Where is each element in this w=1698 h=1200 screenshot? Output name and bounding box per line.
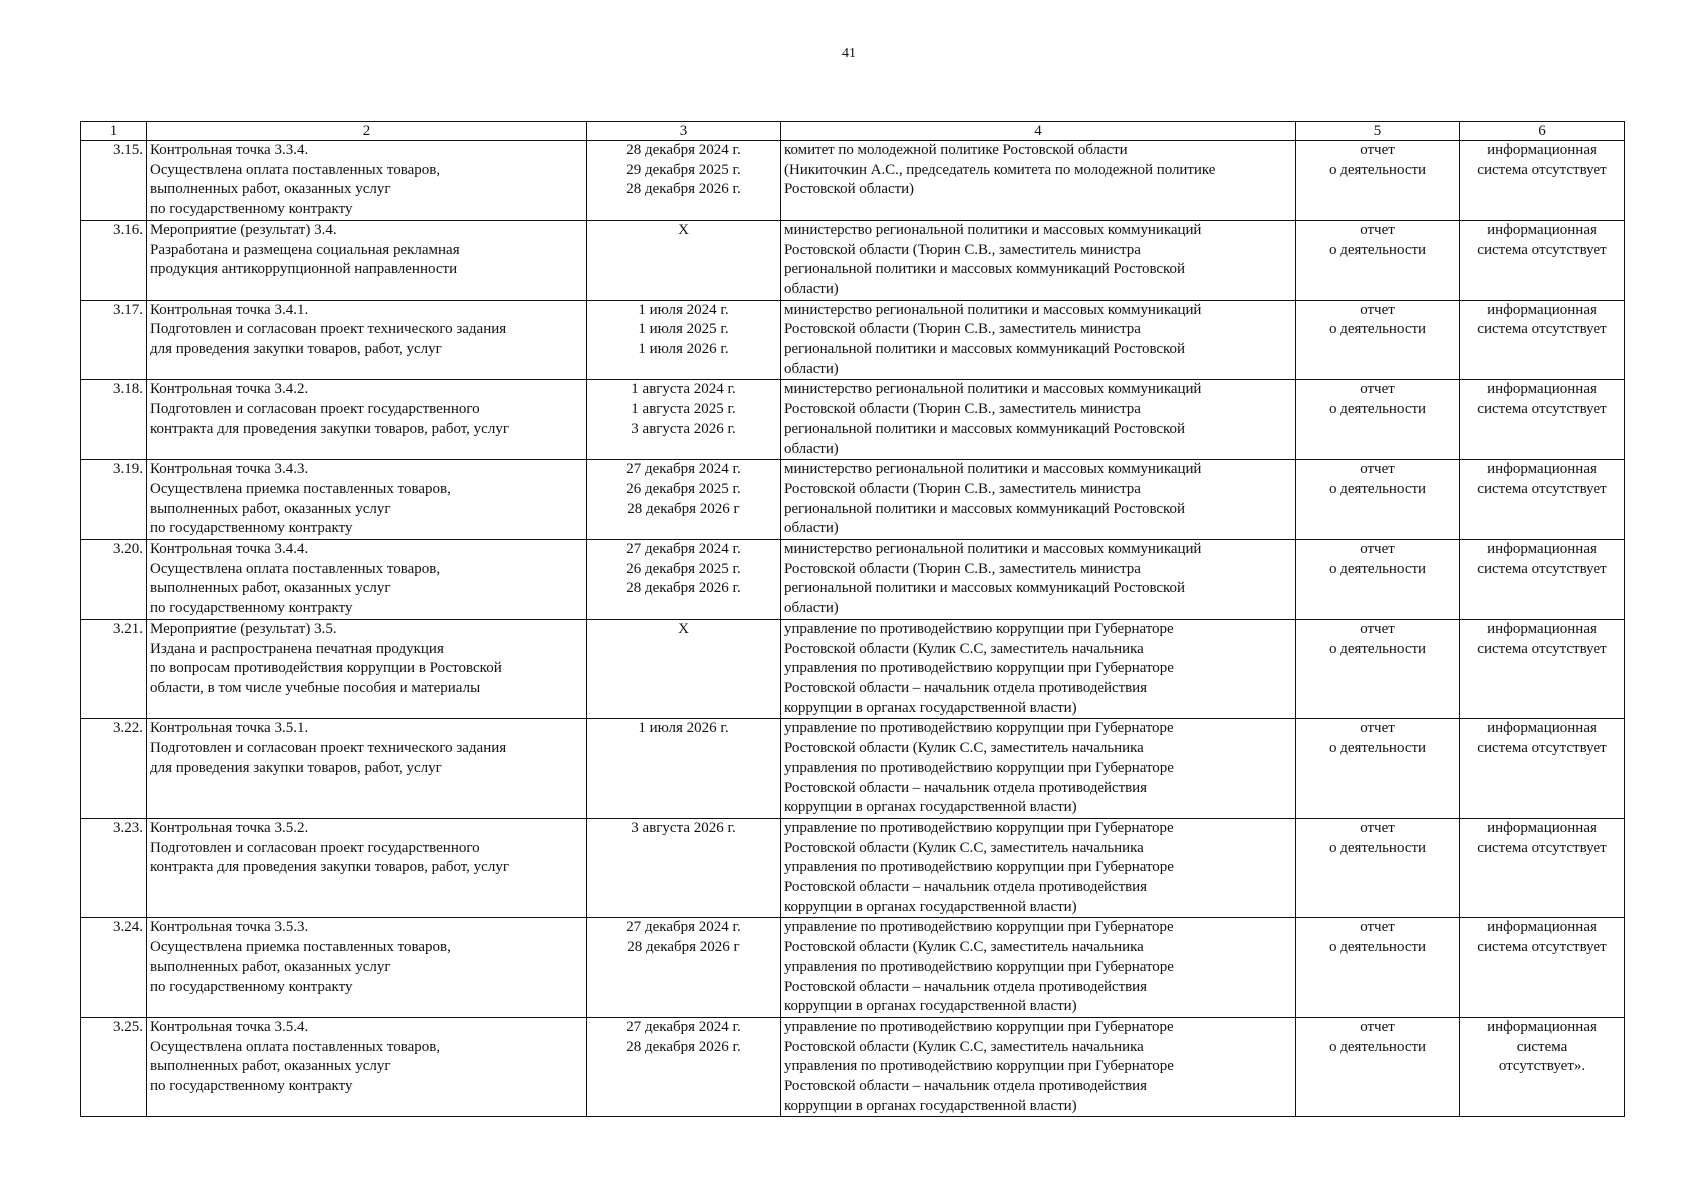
- event-cell-line: по государственному контракту: [150, 978, 353, 995]
- system-cell-line: информационная: [1487, 720, 1597, 737]
- event-cell-line: Осуществлена приемка поставленных товаров,: [150, 939, 451, 956]
- dates-cell-line: 27 декабря 2024 г.: [626, 919, 741, 936]
- system-cell: [1460, 719, 1625, 819]
- row-number: 3.19.: [81, 460, 147, 540]
- row-number: 3.15.: [81, 141, 147, 221]
- responsible-cell-line: Ростовской области (Тюрин С.В., заместитель министра: [784, 241, 1141, 258]
- event-cell: [147, 460, 587, 540]
- column-header: 6: [1460, 122, 1625, 141]
- report-cell-line: отчет: [1360, 1018, 1395, 1035]
- table-row: [81, 540, 1625, 620]
- dates-cell: [587, 818, 781, 918]
- table-row: [81, 619, 1625, 719]
- event-cell-line: для проведения закупки товаров, работ, услуг: [150, 759, 442, 776]
- table-row: [81, 380, 1625, 460]
- event-cell-line: по государственному контракту: [150, 600, 353, 617]
- dates-cell-line: 3 августа 2026 г.: [631, 819, 736, 836]
- dates-cell-line: 27 декабря 2024 г.: [626, 461, 741, 478]
- responsible-cell-line: региональной политики и массовых коммуникаций Ростовской: [784, 341, 1185, 358]
- dates-cell-line: 26 декабря 2025 г.: [626, 480, 741, 497]
- dates-cell-line: 28 декабря 2026 г.: [626, 1038, 741, 1055]
- row-number: 3.16.: [81, 220, 147, 300]
- event-cell-line: Контрольная точка 3.4.2.: [150, 381, 309, 398]
- event-cell-line: Осуществлена приемка поставленных товаров,: [150, 480, 451, 497]
- responsible-cell-line: Ростовской области (Тюрин С.В., заместитель министра: [784, 560, 1141, 577]
- responsible-cell-line: региональной политики и массовых коммуникаций Ростовской: [784, 420, 1185, 437]
- table-row: [81, 818, 1625, 918]
- event-cell-line: выполненных работ, оказанных услуг: [150, 958, 391, 975]
- report-cell: [1296, 719, 1460, 819]
- responsible-cell: [781, 380, 1296, 460]
- dates-cell: [587, 380, 781, 460]
- column-header: 4: [781, 122, 1296, 141]
- responsible-cell-line: управления по противодействию коррупции при Губернаторе: [784, 958, 1174, 975]
- responsible-cell: [781, 540, 1296, 620]
- report-cell-line: отчет: [1360, 541, 1395, 558]
- system-cell: [1460, 619, 1625, 719]
- column-header: 3: [587, 122, 781, 141]
- table-row: [81, 460, 1625, 540]
- event-cell-line: контракта для проведения закупки товаров, работ, услуг: [150, 420, 509, 437]
- dates-cell-line: 29 декабря 2025 г.: [626, 161, 741, 178]
- dates-cell-line: 3 августа 2026 г.: [631, 420, 736, 437]
- report-cell-line: о деятельности: [1328, 321, 1427, 338]
- dates-cell: [587, 141, 781, 221]
- dates-cell-line: 28 декабря 2026 г.: [626, 580, 741, 597]
- responsible-cell: [781, 619, 1296, 719]
- responsible-cell-line: министерство региональной политики и массовых коммуникаций: [784, 221, 1202, 238]
- dates-cell-line: 1 августа 2025 г.: [631, 401, 736, 418]
- report-cell-line: о деятельности: [1328, 1038, 1427, 1055]
- responsible-cell-line: министерство региональной политики и массовых коммуникаций: [784, 381, 1202, 398]
- system-cell-line: система: [1516, 1038, 1568, 1055]
- report-cell: [1296, 141, 1460, 221]
- dates-cell: [587, 220, 781, 300]
- event-cell: [147, 380, 587, 460]
- system-cell-line: система отсутствует: [1477, 321, 1607, 338]
- report-cell-line: о деятельности: [1328, 401, 1427, 418]
- responsible-cell: [781, 1017, 1296, 1117]
- event-cell-line: Контрольная точка 3.5.4.: [150, 1018, 309, 1035]
- report-cell-line: о деятельности: [1328, 241, 1427, 258]
- responsible-cell-line: коррупции в органах государственной власти): [784, 1097, 1077, 1114]
- responsible-cell-line: коррупции в органах государственной власти): [784, 799, 1077, 816]
- table-body: [81, 141, 1625, 1117]
- responsible-cell-line: министерство региональной политики и массовых коммуникаций: [784, 461, 1202, 478]
- system-cell-line: информационная: [1487, 541, 1597, 558]
- responsible-cell-line: Ростовской области): [784, 181, 914, 198]
- responsible-cell-line: Ростовской области – начальник отдела противодействия: [784, 779, 1147, 796]
- event-cell-line: Осуществлена оплата поставленных товаров,: [150, 560, 441, 577]
- responsible-cell-line: управление по противодействию коррупции при Губернаторе: [784, 1018, 1174, 1035]
- report-cell-line: отчет: [1360, 620, 1395, 637]
- event-cell-line: области, в том числе учебные пособия и материалы: [150, 679, 481, 696]
- report-cell-line: отчет: [1360, 381, 1395, 398]
- system-cell: [1460, 300, 1625, 380]
- event-cell: [147, 141, 587, 221]
- responsible-cell: [781, 220, 1296, 300]
- system-cell: [1460, 818, 1625, 918]
- responsible-cell-line: Ростовской области (Тюрин С.В., заместитель министра: [784, 480, 1141, 497]
- dates-cell: [587, 460, 781, 540]
- report-cell-line: отчет: [1360, 720, 1395, 737]
- event-cell-line: выполненных работ, оказанных услуг: [150, 181, 391, 198]
- event-cell-line: Контрольная точка 3.5.2.: [150, 819, 309, 836]
- row-number: 3.18.: [81, 380, 147, 460]
- table-row: [81, 220, 1625, 300]
- dates-cell-line: 28 декабря 2026 г: [627, 500, 740, 517]
- report-cell-line: отчет: [1360, 919, 1395, 936]
- report-cell: [1296, 619, 1460, 719]
- system-cell-line: система отсутствует: [1477, 560, 1607, 577]
- event-cell-line: Контрольная точка 3.4.1.: [150, 301, 309, 318]
- event-cell-line: для проведения закупки товаров, работ, услуг: [150, 341, 442, 358]
- responsible-cell-line: управления по противодействию коррупции при Губернаторе: [784, 660, 1174, 677]
- responsible-cell-line: региональной политики и массовых коммуникаций Ростовской: [784, 500, 1185, 517]
- page-number: 41: [842, 46, 856, 61]
- event-cell-line: выполненных работ, оказанных услуг: [150, 1058, 391, 1075]
- dates-cell-line: 27 декабря 2024 г.: [626, 541, 741, 558]
- responsible-cell-line: Ростовской области (Кулик С.С, заместитель начальника: [784, 640, 1144, 657]
- report-cell: [1296, 1017, 1460, 1117]
- responsible-cell: [781, 141, 1296, 221]
- responsible-cell-line: коррупции в органах государственной власти): [784, 699, 1077, 716]
- dates-cell-line: 1 июля 2026 г.: [638, 341, 729, 358]
- event-cell-line: Контрольная точка 3.4.3.: [150, 461, 309, 478]
- row-number: 3.21.: [81, 619, 147, 719]
- responsible-cell-line: управление по противодействию коррупции при Губернаторе: [784, 919, 1174, 936]
- system-cell-line: система отсутствует: [1477, 640, 1607, 657]
- responsible-cell-line: управление по противодействию коррупции при Губернаторе: [784, 819, 1174, 836]
- event-cell-line: Подготовлен и согласован проект технического задания: [150, 740, 507, 757]
- event-cell-line: Контрольная точка 3.5.3.: [150, 919, 309, 936]
- responsible-cell-line: области): [784, 520, 839, 537]
- responsible-cell-line: коррупции в органах государственной власти): [784, 898, 1077, 915]
- responsible-cell: [781, 300, 1296, 380]
- report-cell: [1296, 220, 1460, 300]
- responsible-cell: [781, 818, 1296, 918]
- report-cell: [1296, 300, 1460, 380]
- event-cell: [147, 1017, 587, 1117]
- report-cell-line: о деятельности: [1328, 560, 1427, 577]
- responsible-cell-line: министерство региональной политики и массовых коммуникаций: [784, 541, 1202, 558]
- responsible-cell-line: Ростовской области – начальник отдела противодействия: [784, 978, 1147, 995]
- event-cell: [147, 719, 587, 819]
- responsible-cell-line: региональной политики и массовых коммуникаций Ростовской: [784, 261, 1185, 278]
- system-cell: [1460, 141, 1625, 221]
- table-row: [81, 141, 1625, 221]
- system-cell: [1460, 220, 1625, 300]
- event-cell-line: выполненных работ, оказанных услуг: [150, 580, 391, 597]
- event-cell-line: Разработана и размещена социальная рекламная: [150, 241, 460, 258]
- event-cell-line: Подготовлен и согласован проект технического задания: [150, 321, 507, 338]
- report-cell-line: о деятельности: [1328, 640, 1427, 657]
- system-cell-line: информационная: [1487, 620, 1597, 637]
- event-cell-line: Контрольная точка 3.4.4.: [150, 541, 309, 558]
- event-cell: [147, 220, 587, 300]
- row-number: 3.24.: [81, 918, 147, 1018]
- column-header: 2: [147, 122, 587, 141]
- responsible-cell-line: Ростовской области (Тюрин С.В., заместитель министра: [784, 321, 1141, 338]
- event-cell: [147, 818, 587, 918]
- report-cell-line: отчет: [1360, 221, 1395, 238]
- responsible-cell-line: управления по противодействию коррупции при Губернаторе: [784, 859, 1174, 876]
- dates-cell-line: 26 декабря 2025 г.: [626, 560, 741, 577]
- report-cell-line: о деятельности: [1328, 480, 1427, 497]
- system-cell-line: информационная: [1487, 301, 1597, 318]
- responsible-cell: [781, 918, 1296, 1018]
- responsible-cell-line: управление по противодействию коррупции при Губернаторе: [784, 620, 1174, 637]
- dates-cell-line: Х: [678, 221, 689, 238]
- event-cell: [147, 300, 587, 380]
- event-cell-line: Издана и распространена печатная продукция: [150, 640, 444, 657]
- dates-cell-line: 1 июля 2024 г.: [638, 301, 729, 318]
- responsible-cell-line: региональной политики и массовых коммуникаций Ростовской: [784, 580, 1185, 597]
- dates-cell-line: 1 июля 2026 г.: [638, 720, 729, 737]
- table-row: [81, 719, 1625, 819]
- dates-cell: [587, 719, 781, 819]
- table-header-row: [81, 122, 1625, 141]
- responsible-cell-line: министерство региональной политики и массовых коммуникаций: [784, 301, 1202, 318]
- system-cell-line: система отсутствует: [1477, 241, 1607, 258]
- system-cell: [1460, 1017, 1625, 1117]
- column-header: 5: [1296, 122, 1460, 141]
- system-cell-line: информационная: [1487, 1018, 1597, 1035]
- report-cell-line: отчет: [1360, 142, 1395, 158]
- system-cell-line: информационная: [1487, 221, 1597, 238]
- responsible-cell-line: комитет по молодежной политике Ростовской области: [784, 142, 1128, 158]
- event-cell-line: по государственному контракту: [150, 1078, 353, 1095]
- report-cell: [1296, 380, 1460, 460]
- responsible-cell-line: управления по противодействию коррупции при Губернаторе: [784, 759, 1174, 776]
- report-cell-line: отчет: [1360, 461, 1395, 478]
- dates-cell: [587, 300, 781, 380]
- system-cell-line: система отсутствует: [1477, 740, 1607, 757]
- report-cell-line: о деятельности: [1328, 740, 1427, 757]
- responsible-cell-line: Ростовской области (Кулик С.С, заместитель начальника: [784, 740, 1144, 757]
- responsible-cell-line: Ростовской области – начальник отдела противодействия: [784, 679, 1147, 696]
- report-cell: [1296, 918, 1460, 1018]
- dates-cell-line: 28 декабря 2026 г: [627, 939, 740, 956]
- system-cell-line: система отсутствует: [1477, 480, 1607, 497]
- event-cell-line: Мероприятие (результат) 3.5.: [150, 620, 337, 637]
- dates-cell: [587, 619, 781, 719]
- responsible-cell-line: Ростовской области (Кулик С.С, заместитель начальника: [784, 939, 1144, 956]
- row-number: 3.20.: [81, 540, 147, 620]
- dates-cell: [587, 1017, 781, 1117]
- responsible-cell-line: управления по противодействию коррупции при Губернаторе: [784, 1058, 1174, 1075]
- report-cell-line: о деятельности: [1328, 839, 1427, 856]
- system-cell-line: информационная: [1487, 142, 1597, 158]
- system-cell: [1460, 460, 1625, 540]
- responsible-cell-line: Ростовской области (Кулик С.С, заместитель начальника: [784, 839, 1144, 856]
- event-cell-line: Контрольная точка 3.5.1.: [150, 720, 309, 737]
- responsible-cell-line: Ростовской области (Кулик С.С, заместитель начальника: [784, 1038, 1144, 1055]
- responsible-cell-line: области): [784, 440, 839, 457]
- dates-cell-line: Х: [678, 620, 689, 637]
- report-cell: [1296, 818, 1460, 918]
- responsible-cell: [781, 719, 1296, 819]
- event-cell: [147, 918, 587, 1018]
- system-cell-line: информационная: [1487, 819, 1597, 836]
- system-cell-line: информационная: [1487, 381, 1597, 398]
- responsible-cell-line: области): [784, 600, 839, 617]
- event-cell-line: Подготовлен и согласован проект государственного: [150, 401, 480, 418]
- system-cell-line: отсутствует».: [1498, 1058, 1586, 1075]
- report-cell: [1296, 460, 1460, 540]
- report-cell-line: о деятельности: [1328, 161, 1427, 178]
- row-number: 3.23.: [81, 818, 147, 918]
- event-cell-line: Осуществлена оплата поставленных товаров,: [150, 1038, 441, 1055]
- event-cell-line: Мероприятие (результат) 3.4.: [150, 221, 337, 238]
- responsible-cell: [781, 460, 1296, 540]
- system-cell-line: система отсутствует: [1477, 161, 1607, 178]
- row-number: 3.17.: [81, 300, 147, 380]
- row-number: 3.22.: [81, 719, 147, 819]
- table-row: [81, 1017, 1625, 1117]
- table-row: [81, 918, 1625, 1018]
- responsible-cell-line: Ростовской области (Тюрин С.В., заместитель министра: [784, 401, 1141, 418]
- system-cell-line: система отсутствует: [1477, 939, 1607, 956]
- system-cell-line: система отсутствует: [1477, 401, 1607, 418]
- dates-cell: [587, 918, 781, 1018]
- event-cell-line: выполненных работ, оказанных услуг: [150, 500, 391, 517]
- dates-cell-line: 1 августа 2024 г.: [631, 381, 736, 398]
- responsible-cell-line: области): [784, 280, 839, 297]
- dates-cell: [587, 540, 781, 620]
- event-cell-line: контракта для проведения закупки товаров, работ, услуг: [150, 859, 509, 876]
- event-cell-line: по вопросам противодействия коррупции в Ростовской: [150, 660, 502, 677]
- column-header: 1: [81, 122, 147, 141]
- event-cell-line: по государственному контракту: [150, 520, 353, 537]
- responsible-cell-line: (Никиточкин А.С., председатель комитета по молодежной политике: [784, 161, 1216, 178]
- responsible-cell-line: Ростовской области – начальник отдела противодействия: [784, 1078, 1147, 1095]
- event-cell: [147, 540, 587, 620]
- system-cell: [1460, 380, 1625, 460]
- system-cell-line: информационная: [1487, 919, 1597, 936]
- report-cell-line: отчет: [1360, 819, 1395, 836]
- event-cell-line: по государственному контракту: [150, 201, 353, 218]
- responsible-cell-line: управление по противодействию коррупции при Губернаторе: [784, 720, 1174, 737]
- table-row: [81, 300, 1625, 380]
- dates-cell-line: 27 декабря 2024 г.: [626, 1018, 741, 1035]
- report-cell-line: отчет: [1360, 301, 1395, 318]
- dates-cell-line: 28 декабря 2024 г.: [626, 142, 741, 158]
- event-cell-line: Контрольная точка 3.3.4.: [150, 142, 309, 158]
- responsible-cell-line: коррупции в органах государственной власти): [784, 998, 1077, 1015]
- event-cell-line: продукция антикоррупционной направленности: [150, 261, 458, 278]
- event-cell-line: Подготовлен и согласован проект государственного: [150, 839, 480, 856]
- dates-cell-line: 28 декабря 2026 г.: [626, 181, 741, 198]
- system-cell: [1460, 918, 1625, 1018]
- responsible-cell-line: области): [784, 360, 839, 377]
- report-cell-line: о деятельности: [1328, 939, 1427, 956]
- responsible-cell-line: Ростовской области – начальник отдела противодействия: [784, 879, 1147, 896]
- system-cell: [1460, 540, 1625, 620]
- milestones-table: [80, 121, 1625, 1117]
- system-cell-line: информационная: [1487, 461, 1597, 478]
- report-cell: [1296, 540, 1460, 620]
- row-number: 3.25.: [81, 1017, 147, 1117]
- system-cell-line: система отсутствует: [1477, 839, 1607, 856]
- event-cell: [147, 619, 587, 719]
- dates-cell-line: 1 июля 2025 г.: [638, 321, 729, 338]
- event-cell-line: Осуществлена оплата поставленных товаров,: [150, 161, 441, 178]
